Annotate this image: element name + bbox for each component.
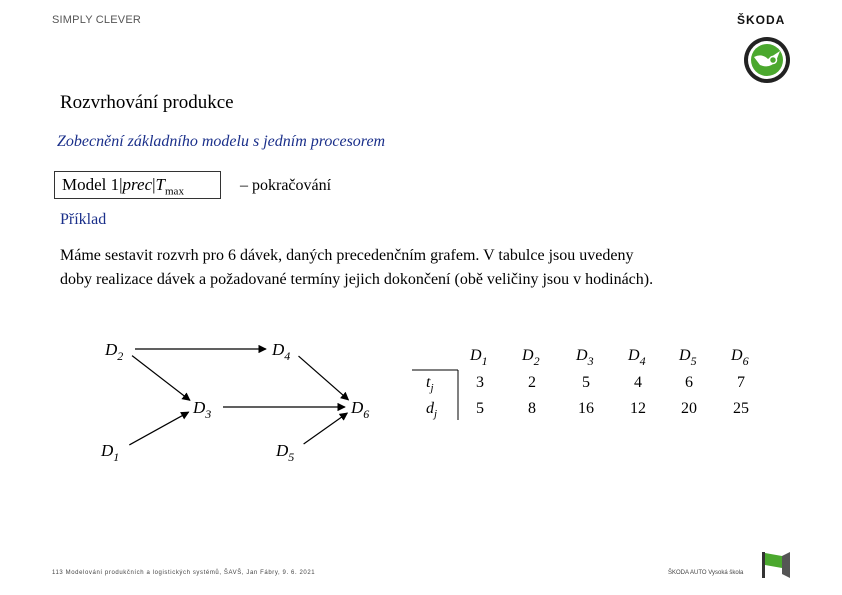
row-label-d: $d_j$ xyxy=(426,400,438,420)
skoda-logo-icon xyxy=(742,35,792,85)
table-cell-t-2: 2 xyxy=(528,374,536,391)
column-header-d1: $D_1$ xyxy=(470,347,488,368)
graph-node-d2: $D_2$ xyxy=(105,340,124,363)
table-cell-t-5: 6 xyxy=(685,374,693,391)
table-cell-d-3: 16 xyxy=(578,400,594,417)
model-prec: prec xyxy=(122,175,153,194)
graph-node-d6: $D_6$ xyxy=(351,398,370,421)
model-t: T xyxy=(155,175,165,194)
continuation-text: – pokračování xyxy=(240,177,332,194)
row-label-t: $t_j$ xyxy=(426,374,434,394)
column-header-d4: $D_4$ xyxy=(628,347,646,368)
graph-node-d5: $D_5$ xyxy=(276,441,295,464)
data-table xyxy=(410,340,760,425)
table-cell-d-2: 8 xyxy=(528,400,536,417)
table-cell-t-6: 7 xyxy=(737,374,745,391)
slide-title: Rozvrhování produkce xyxy=(60,92,234,113)
table-cell-d-1: 5 xyxy=(476,400,484,417)
column-header-d3: $D_3$ xyxy=(576,347,594,368)
brand-wordmark: ŠKODA xyxy=(737,13,786,27)
paragraph-line-2: doby realizace dávek a požadované termíny jejich dokončení (obě veličiny jsou v hodinách). xyxy=(60,271,654,288)
table-cell-t-4: 4 xyxy=(634,374,642,391)
column-header-d6: $D_6$ xyxy=(731,347,749,368)
footer-institution: ŠKODA AUTO Vysoká škola xyxy=(668,570,744,576)
edge-D1-D3 xyxy=(129,412,188,445)
graph-node-d1: $D_1$ xyxy=(101,441,120,464)
footer-caption: 113 Modelování produkčních a logistických systémů, ŠAVŠ, Jan Fábry, 9. 6. 2021 xyxy=(52,570,316,576)
table-cell-d-5: 20 xyxy=(681,400,697,417)
edge-D2-D3 xyxy=(132,356,190,401)
model-notation xyxy=(54,171,221,199)
slide-subtitle: Zobecnění základního modelu s jedním procesorem xyxy=(57,133,386,150)
model-sub: max xyxy=(165,185,184,198)
graph-node-d4: $D_4$ xyxy=(272,340,291,363)
column-header-d2: $D_2$ xyxy=(522,347,540,368)
table-cell-d-4: 12 xyxy=(630,400,646,417)
table-cell-t-1: 3 xyxy=(476,374,484,391)
example-paragraph xyxy=(60,244,797,292)
precedence-graph xyxy=(60,320,400,470)
flag-logo-icon xyxy=(760,550,792,580)
brand-tagline: SIMPLY CLEVER xyxy=(52,14,142,26)
column-header-d5: $D_5$ xyxy=(679,347,697,368)
graph-node-d3: $D_3$ xyxy=(193,398,212,421)
edge-D4-D6 xyxy=(299,356,349,400)
edge-D5-D6 xyxy=(304,413,348,444)
table-cell-d-6: 25 xyxy=(733,400,749,417)
paragraph-line-1: Máme sestavit rozvrh pro 6 dávek, daných precedenčním grafem. V tabulce jsou uvedeny xyxy=(60,247,634,264)
model-prefix: Model 1| xyxy=(62,175,123,194)
model-separator: | xyxy=(152,175,156,194)
example-heading: Příklad xyxy=(60,211,107,228)
table-cell-t-3: 5 xyxy=(582,374,590,391)
